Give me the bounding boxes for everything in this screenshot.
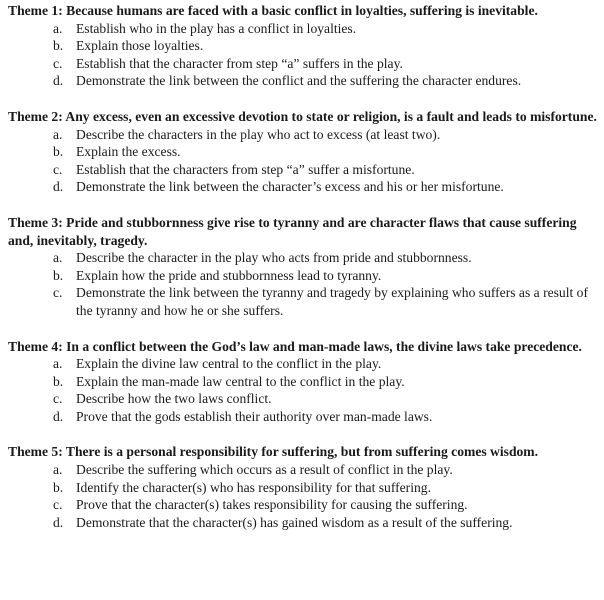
list-item: [8, 390, 604, 408]
list-item-text: Establish that the characters from step “a” suffer a misfortune.: [76, 161, 415, 177]
list-item-text: Explain the excess.: [76, 144, 181, 160]
list-item-text: Demonstrate the link between the conflict and the suffering the character endures.: [76, 73, 522, 89]
list-item: [8, 373, 604, 391]
list-item: [8, 461, 604, 479]
list-item: [8, 479, 604, 497]
list-item-label: d.: [53, 73, 64, 89]
list-item-text: Demonstrate the link between the character’s excess and his or her misfortune.: [76, 179, 504, 195]
theme-steps-list: [8, 355, 604, 425]
theme-steps-list: [8, 20, 604, 90]
list-item-text: Explain those loyalties.: [76, 38, 204, 54]
list-item: [8, 267, 604, 285]
list-item-text: Demonstrate the link between the tyranny and tragedy by explaining who suffers as a result of the tyranny and how he or she suffers.: [76, 285, 589, 318]
list-item: [8, 37, 604, 55]
theme-section-1: [8, 2, 604, 90]
list-item: [8, 496, 604, 514]
list-item-label: c.: [53, 161, 63, 177]
theme-steps-list: [8, 126, 604, 196]
list-item-text: Prove that the gods establish their authority over man-made laws.: [76, 408, 433, 424]
list-item: [8, 408, 604, 426]
list-item: [8, 284, 604, 319]
list-item-label: a.: [53, 20, 63, 36]
list-item: [8, 249, 604, 267]
list-item-text: Describe the characters in the play who act to excess (at least two).: [76, 126, 441, 142]
list-item-label: a.: [53, 462, 63, 478]
theme-section-3: [8, 214, 604, 320]
list-item-text: Identify the character(s) who has responsibility for that suffering.: [76, 479, 431, 495]
theme-heading: Theme 3: Pride and stubbornness give rise to tyranny and are character flaws that cause suffering and, inevitably, tragedy.: [8, 214, 577, 248]
list-item-text: Explain how the pride and stubbornness lead to tyranny.: [76, 267, 382, 283]
list-item-text: Demonstrate that the character(s) has gained wisdom as a result of the suffering.: [76, 514, 513, 530]
list-item-text: Establish who in the play has a conflict in loyalties.: [76, 20, 357, 36]
list-item-text: Describe the character in the play who acts from pride and stubbornness.: [76, 250, 472, 266]
list-item-text: Establish that the character from step “a” suffers in the play.: [76, 55, 403, 71]
list-item: [8, 126, 604, 144]
list-item-label: a.: [53, 126, 63, 142]
list-item-label: b.: [53, 144, 64, 160]
list-item-text: Prove that the character(s) takes responsibility for causing the suffering.: [76, 497, 468, 513]
list-item: [8, 178, 604, 196]
theme-section-2: [8, 108, 604, 196]
list-item-label: b.: [53, 267, 64, 283]
list-item: [8, 72, 604, 90]
list-item-label: a.: [53, 356, 63, 372]
list-item: [8, 161, 604, 179]
list-item-label: c.: [53, 285, 63, 301]
list-item: [8, 55, 604, 73]
list-item-text: Explain the divine law central to the conflict in the play.: [76, 356, 382, 372]
list-item-label: c.: [53, 55, 63, 71]
list-item-label: c.: [53, 391, 63, 407]
list-item-label: c.: [53, 497, 63, 513]
list-item-label: a.: [53, 250, 63, 266]
list-item-text: Describe the suffering which occurs as a result of conflict in the play.: [76, 462, 453, 478]
list-item: [8, 514, 604, 532]
theme-heading: Theme 4: In a conflict between the God’s law and man-made laws, the divine laws take precedence.: [8, 338, 582, 354]
theme-heading: Theme 2: Any excess, even an excessive devotion to state or religion, is a fault and leads to misfortune.: [8, 108, 597, 124]
list-item-label: b.: [53, 373, 64, 389]
list-item: [8, 143, 604, 161]
list-item-text: Explain the man-made law central to the conflict in the play.: [76, 373, 405, 389]
list-item-label: b.: [53, 38, 64, 54]
list-item-label: d.: [53, 408, 64, 424]
theme-steps-list: [8, 249, 604, 319]
list-item: [8, 355, 604, 373]
theme-section-4: [8, 338, 604, 426]
list-item-label: b.: [53, 479, 64, 495]
theme-heading: Theme 1: Because humans are faced with a basic conflict in loyalties, suffering is inevitable.: [8, 3, 538, 18]
list-item-label: d.: [53, 179, 64, 195]
list-item: [8, 20, 604, 38]
list-item-label: d.: [53, 514, 64, 530]
theme-heading: Theme 5: There is a personal responsibility for suffering, but from suffering comes wisdom.: [8, 444, 539, 460]
theme-section-5: [8, 443, 604, 531]
list-item-text: Describe how the two laws conflict.: [76, 391, 272, 407]
theme-steps-list: [8, 461, 604, 531]
